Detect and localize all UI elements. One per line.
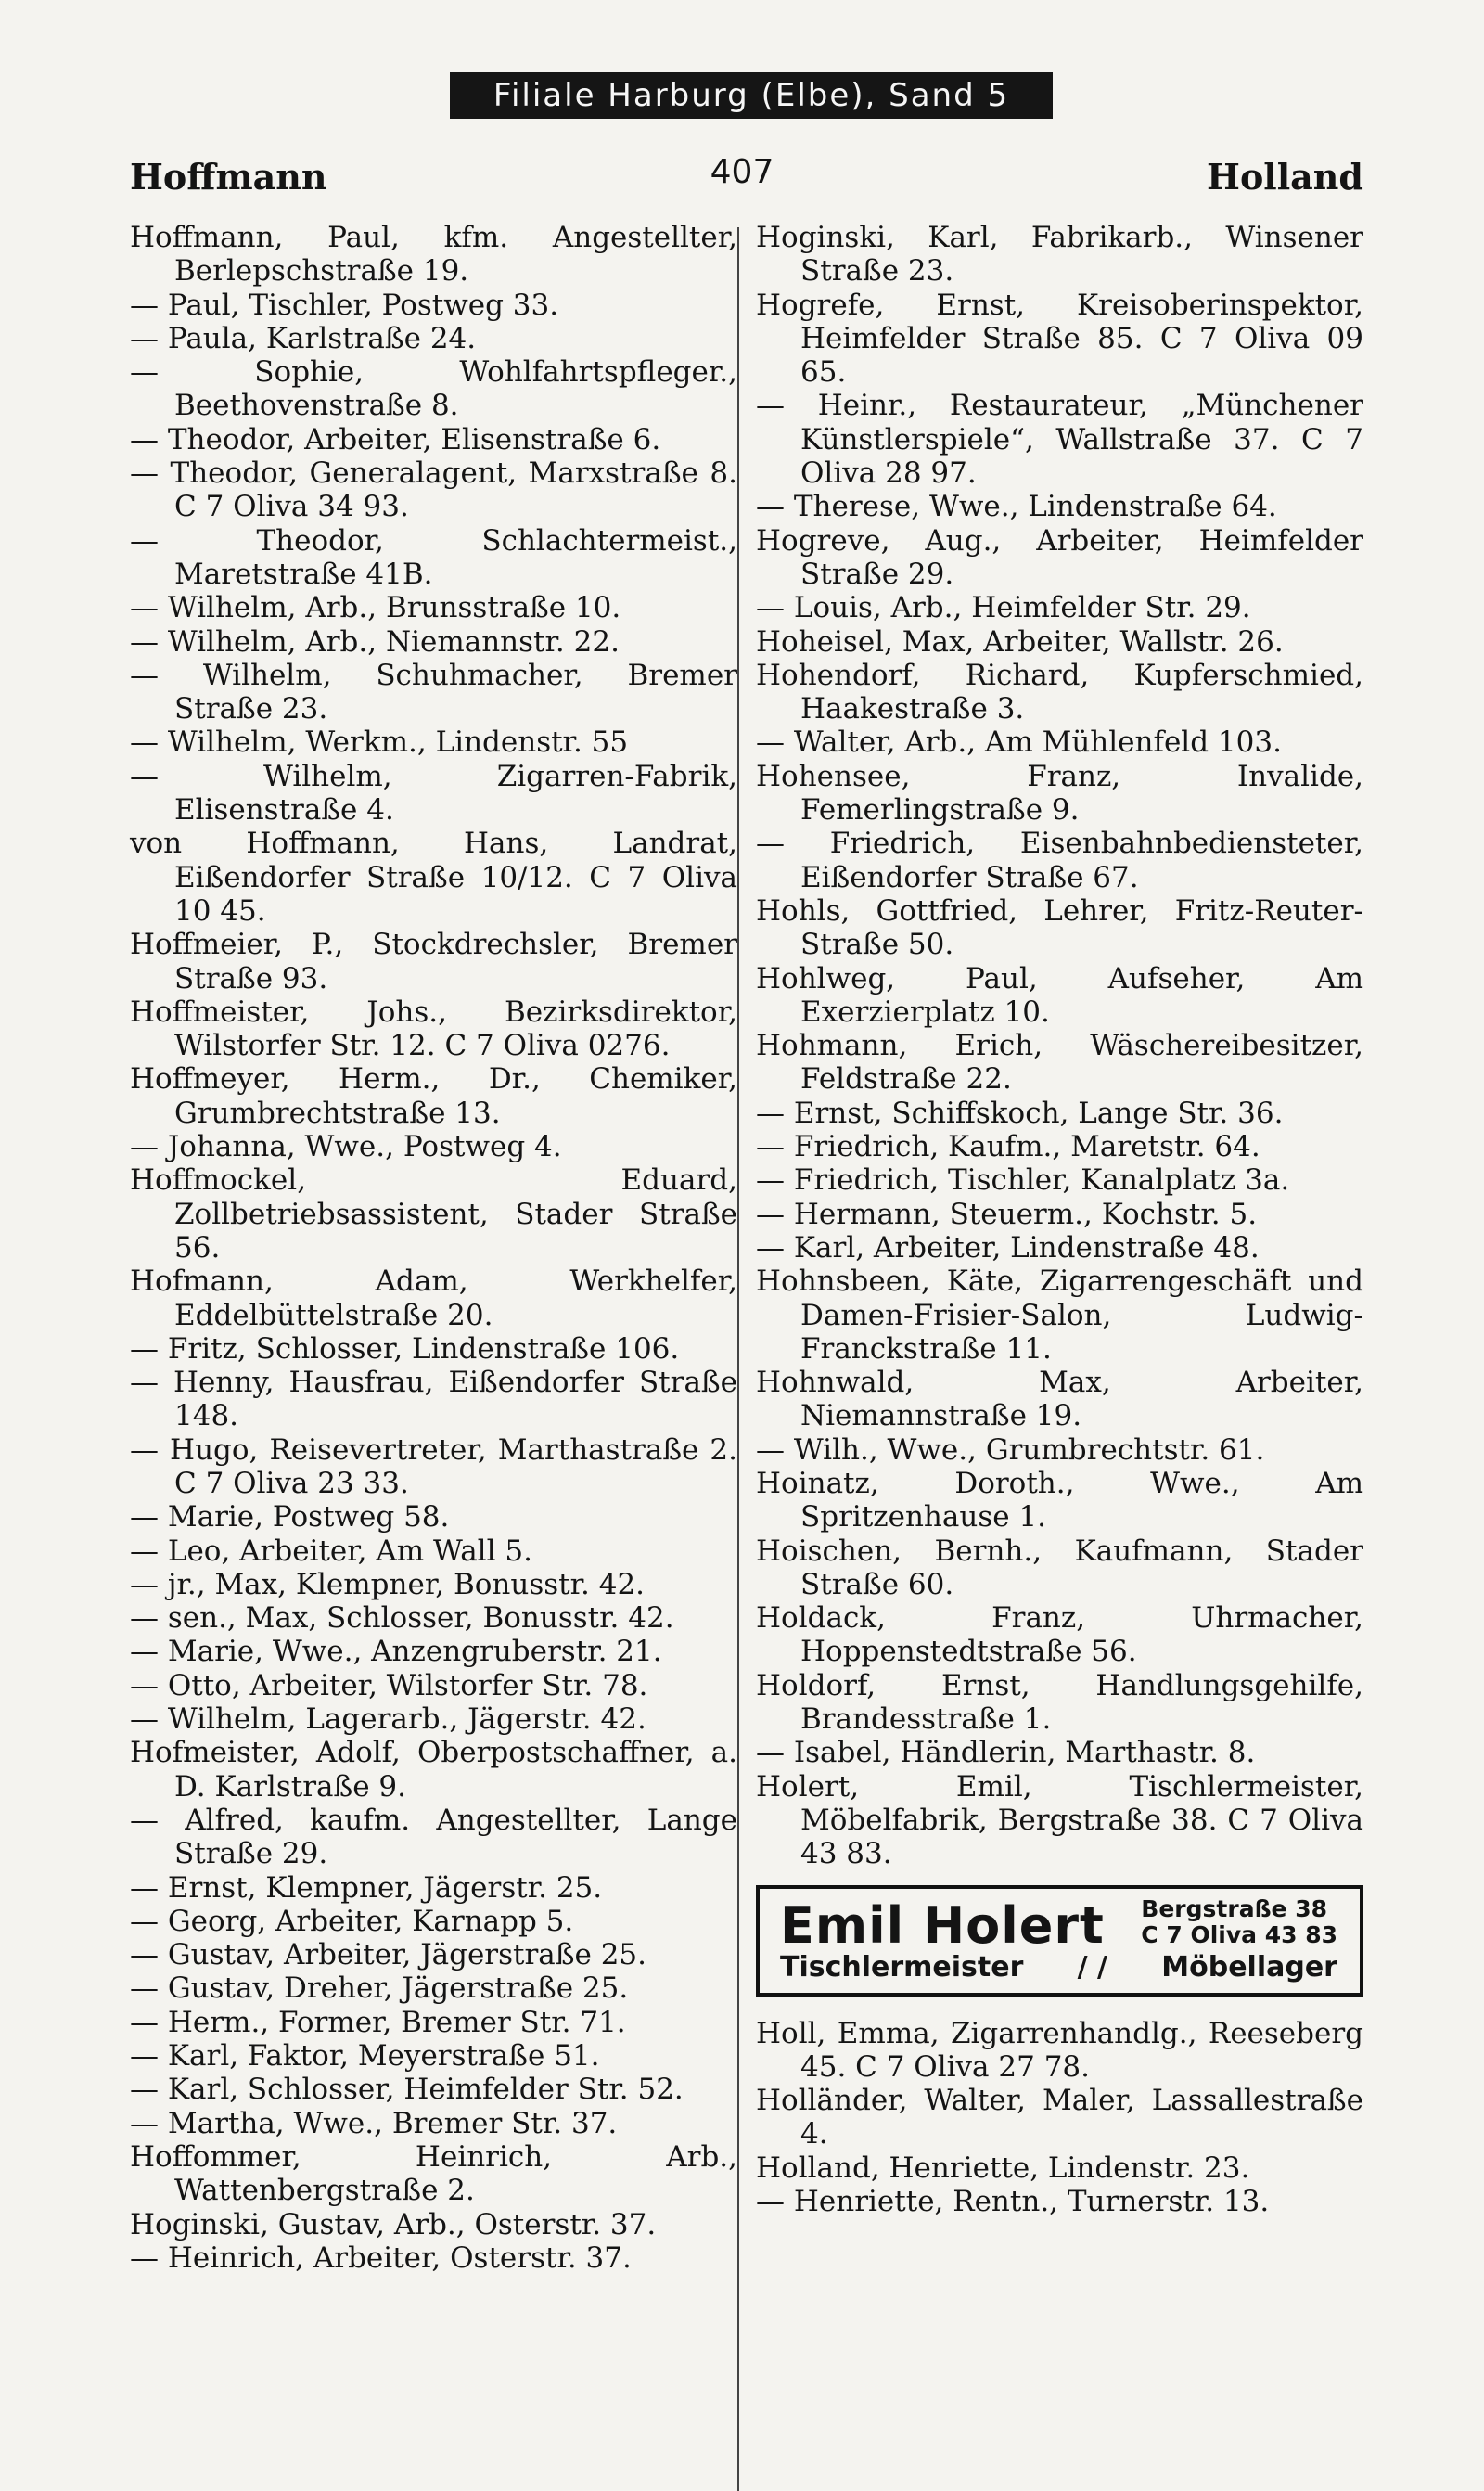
directory-entry: Holert, Emil, Tischlermeister, Möbelfabrik, Bergstraße 38. C 7 Oliva 43 83. bbox=[756, 1769, 1363, 1871]
directory-entry: Hofmann, Adam, Werkhelfer, Eddelbüttelstraße 20. bbox=[130, 1265, 737, 1332]
directory-entry: — Ernst, Klempner, Jägerstr. 25. bbox=[130, 1870, 603, 1905]
directory-entry: — Theodor, Schlachtermeist., Maretstraße 41B. bbox=[130, 523, 737, 591]
directory-entry: Hohensee, Franz, Invalide, Femerlingstraße 9. bbox=[756, 759, 1363, 828]
directory-entry: — Otto, Arbeiter, Wilstorfer Str. 78. bbox=[130, 1668, 648, 1702]
ad-address-street: Bergstraße 38 bbox=[1141, 1894, 1327, 1922]
ad-address bbox=[1141, 1896, 1337, 1948]
directory-entry: — Friedrich, Eisenbahnbediensteter, Eißendorfer Straße 67. bbox=[756, 827, 1363, 894]
directory-entry: — Karl, Schlosser, Heimfelder Str. 52. bbox=[130, 2073, 684, 2107]
directory-entry: — Wilh., Wwe., Grumbrechtstr. 61. bbox=[756, 1432, 1265, 1467]
directory-entry: — Leo, Arbeiter, Am Wall 5. bbox=[130, 1534, 532, 1568]
directory-entry: — Alfred, kaufm. Angestellter, Lange Straße 29. bbox=[130, 1803, 737, 1871]
directory-entry: — Therese, Wwe., Lindenstraße 64. bbox=[756, 490, 1277, 524]
directory-entry: — Friedrich, Kaufm., Maretstr. 64. bbox=[756, 1130, 1260, 1164]
directory-entry: — Ernst, Schiffskoch, Lange Str. 36. bbox=[756, 1096, 1284, 1130]
directory-entry: Hofmeister, Adolf, Oberpostschaffner, a. D. Karlstraße 9. bbox=[130, 1736, 737, 1804]
running-head-right: Holland bbox=[1207, 156, 1363, 198]
ad-bottom-line bbox=[780, 1951, 1337, 1984]
left-column bbox=[130, 221, 737, 2275]
directory-entry: Hoginski, Gustav, Arb., Osterstr. 37. bbox=[130, 2207, 657, 2241]
directory-entry: Hogrefe, Ernst, Kreisoberinspektor, Heimfelder Straße 85. C 7 Oliva 09 65. bbox=[756, 288, 1363, 390]
running-head-left: Hoffmann bbox=[130, 156, 327, 198]
ad-separator: / / bbox=[1077, 1950, 1108, 1984]
directory-entry: — Wilhelm, Zigarren-Fabrik, Elisenstraße 4. bbox=[130, 759, 737, 828]
directory-entry: — Fritz, Schlosser, Lindenstraße 106. bbox=[130, 1331, 680, 1366]
directory-entry: — Paula, Karlstraße 24. bbox=[130, 321, 477, 355]
directory-entry: — Gustav, Arbeiter, Jägerstraße 25. bbox=[130, 1938, 647, 1972]
directory-entry: — Gustav, Dreher, Jägerstraße 25. bbox=[130, 1971, 629, 2006]
directory-entry: — Martha, Wwe., Bremer Str. 37. bbox=[130, 2106, 618, 2140]
directory-entry: — Georg, Arbeiter, Karnapp 5. bbox=[130, 1904, 574, 1938]
directory-entry: — sen., Max, Schlosser, Bonusstr. 42. bbox=[130, 1601, 674, 1636]
directory-entry: Hohendorf, Richard, Kupferschmied, Haakestraße 3. bbox=[756, 658, 1363, 726]
directory-entry: — Theodor, Arbeiter, Elisenstraße 6. bbox=[130, 422, 661, 456]
directory-entry: — Wilhelm, Arb., Brunsstraße 10. bbox=[130, 591, 621, 625]
directory-entry: Hohnsbeen, Käte, Zigarrengeschäft und Damen-Frisier-Salon, Ludwig-Franckstraße 11. bbox=[756, 1265, 1363, 1366]
directory-entry: Holl, Emma, Zigarrenhandlg., Reeseberg 45. C 7 Oliva 27 78. bbox=[756, 2016, 1363, 2084]
directory-entry: — Wilhelm, Lagerarb., Jägerstr. 42. bbox=[130, 1702, 646, 1737]
directory-entry: — Friedrich, Tischler, Kanalplatz 3a. bbox=[756, 1163, 1290, 1198]
directory-entry: Hoffmeister, Johs., Bezirksdirektor, Wilstorfer Str. 12. C 7 Oliva 0276. bbox=[130, 995, 737, 1063]
directory-entry: Hoischen, Bernh., Kaufmann, Stader Straße 60. bbox=[756, 1534, 1363, 1601]
directory-entry: — Hugo, Reisevertreter, Marthastraße 2. C 7 Oliva 23 33. bbox=[130, 1432, 737, 1500]
directory-entry: — Louis, Arb., Heimfelder Str. 29. bbox=[756, 591, 1251, 625]
column-divider bbox=[737, 227, 739, 2491]
directory-entry: — Wilhelm, Werkm., Lindenstr. 55 bbox=[130, 725, 629, 760]
directory-entry: — Paul, Tischler, Postweg 33. bbox=[130, 288, 559, 322]
directory-entry: — Karl, Arbeiter, Lindenstraße 48. bbox=[756, 1230, 1260, 1265]
directory-entry: — Marie, Postweg 58. bbox=[130, 1500, 450, 1534]
directory-entry: — Sophie, Wohlfahrtspfleger., Beethovenstraße 8. bbox=[130, 355, 737, 423]
directory-entry: Hoffmockel, Eduard, Zollbetriebsassistent, Stader Straße 56. bbox=[130, 1163, 737, 1265]
directory-entry: — jr., Max, Klempner, Bonusstr. 42. bbox=[130, 1567, 646, 1601]
directory-entry: — Heinr., Restaurateur, „Münchener Künstlerspiele“, Wallstraße 37. C 7 Oliva 28 97. bbox=[756, 389, 1363, 491]
directory-entry: — Johanna, Wwe., Postweg 4. bbox=[130, 1130, 562, 1164]
directory-entry: Hohlweg, Paul, Aufseher, Am Exerzierplatz 10. bbox=[756, 961, 1363, 1029]
right-column-bottom bbox=[756, 2017, 1363, 2219]
directory-entry: Hoinatz, Doroth., Wwe., Am Spritzenhause 1. bbox=[756, 1466, 1363, 1534]
directory-entry: Hoffmann, Paul, kfm. Angestellter, Berlepschstraße 19. bbox=[130, 221, 737, 289]
ad-address-phone: C 7 Oliva 43 83 bbox=[1141, 1920, 1337, 1948]
directory-entry: Hoffommer, Heinrich, Arb., Wattenbergstraße 2. bbox=[130, 2139, 737, 2208]
ad-trade: Tischlermeister bbox=[780, 1950, 1024, 1984]
right-column-top bbox=[756, 221, 1363, 1871]
page-number: 407 bbox=[710, 153, 774, 191]
directory-entry: — Isabel, Händlerin, Marthastr. 8. bbox=[756, 1736, 1256, 1770]
directory-entry: Hohnwald, Max, Arbeiter, Niemannstraße 19. bbox=[756, 1366, 1363, 1433]
directory-entry: Holdack, Franz, Uhrmacher, Hoppenstedtstraße 56. bbox=[756, 1601, 1363, 1669]
directory-entry: Hoffmeyer, Herm., Dr., Chemiker, Grumbrechtstraße 13. bbox=[130, 1062, 737, 1130]
directory-entry: Hoffmeier, P., Stockdrechsler, Bremer Straße 93. bbox=[130, 928, 737, 995]
advertisement-box bbox=[756, 1885, 1363, 1997]
directory-entry: — Wilhelm, Schuhmacher, Bremer Straße 23. bbox=[130, 658, 737, 726]
ad-company-name: Emil Holert bbox=[780, 1895, 1105, 1955]
directory-entry: von Hoffmann, Hans, Landrat, Eißendorfer Straße 10/12. C 7 Oliva 10 45. bbox=[130, 827, 737, 928]
directory-entry: Hohls, Gottfried, Lehrer, Fritz-Reuter-Straße 50. bbox=[756, 893, 1363, 962]
directory-entry: — Henriette, Rentn., Turnerstr. 13. bbox=[756, 2185, 1270, 2219]
directory-entry: — Hermann, Steuerm., Kochstr. 5. bbox=[756, 1197, 1258, 1231]
directory-entry: — Marie, Wwe., Anzengruberstr. 21. bbox=[130, 1635, 662, 1669]
directory-entry: — Henny, Hausfrau, Eißendorfer Straße 148. bbox=[130, 1366, 737, 1433]
directory-entry: — Herm., Former, Bremer Str. 71. bbox=[130, 2005, 626, 2039]
right-column bbox=[756, 221, 1363, 2218]
directory-entry: Holland, Henriette, Lindenstr. 23. bbox=[756, 2151, 1250, 2185]
directory-entry: Holländer, Walter, Maler, Lassallestraße 4. bbox=[756, 2084, 1363, 2151]
directory-entry: Hoginski, Karl, Fabrikarb., Winsener Straße 23. bbox=[756, 221, 1363, 289]
directory-entry: — Walter, Arb., Am Mühlenfeld 103. bbox=[756, 725, 1282, 760]
directory-entry: Holdorf, Ernst, Handlungsgehilfe, Brandesstraße 1. bbox=[756, 1668, 1363, 1737]
directory-entry: — Theodor, Generalagent, Marxstraße 8. C 7 Oliva 34 93. bbox=[130, 456, 737, 524]
directory-entry: Hohmann, Erich, Wäschereibesitzer, Feldstraße 22. bbox=[756, 1029, 1363, 1097]
ad-shop: Möbellager bbox=[1161, 1950, 1337, 1984]
directory-entry: — Wilhelm, Arb., Niemannstr. 22. bbox=[130, 624, 620, 659]
branch-banner: Filiale Harburg (Elbe), Sand 5 bbox=[450, 72, 1053, 119]
directory-entry: — Heinrich, Arbeiter, Osterstr. 37. bbox=[130, 2241, 632, 2275]
directory-entry: — Karl, Faktor, Meyerstraße 51. bbox=[130, 2039, 600, 2074]
directory-entry: Hoheisel, Max, Arbeiter, Wallstr. 26. bbox=[756, 624, 1284, 659]
directory-entry: Hogreve, Aug., Arbeiter, Heimfelder Straße 29. bbox=[756, 523, 1363, 591]
